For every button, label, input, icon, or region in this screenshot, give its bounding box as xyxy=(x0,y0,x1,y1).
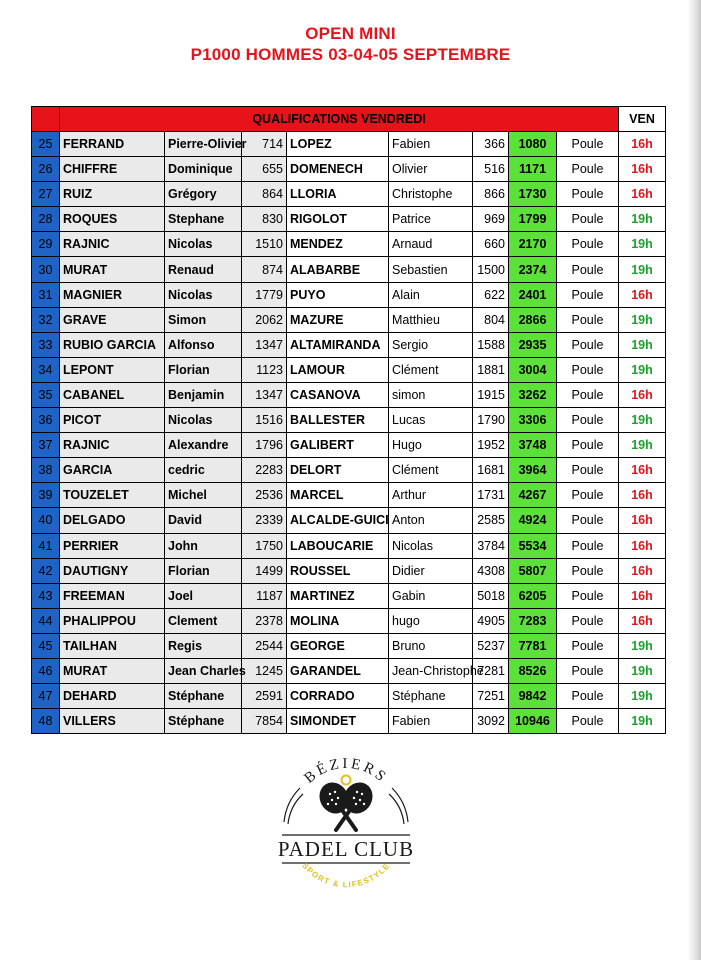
player1-lastname: RUIZ xyxy=(60,182,165,207)
table-row xyxy=(32,232,666,257)
player1-firstname: Simon xyxy=(165,307,242,332)
player1-lastname: GARCIA xyxy=(60,458,165,483)
player1-points: 1516 xyxy=(242,408,287,433)
player1-lastname: DEHARD xyxy=(60,684,165,709)
table-row xyxy=(32,684,666,709)
poule-label: Poule xyxy=(557,483,619,508)
team-total: 2170 xyxy=(509,232,557,257)
match-time: 16h xyxy=(619,458,666,483)
player1-lastname: FREEMAN xyxy=(60,583,165,608)
table-row xyxy=(32,307,666,332)
player1-points: 2283 xyxy=(242,458,287,483)
player1-firstname: cedric xyxy=(165,458,242,483)
poule-label: Poule xyxy=(557,307,619,332)
poule-label: Poule xyxy=(557,508,619,533)
player2-lastname: BALLESTER xyxy=(287,408,389,433)
row-number: 26 xyxy=(32,157,60,182)
row-number: 31 xyxy=(32,282,60,307)
player1-lastname: MAGNIER xyxy=(60,282,165,307)
player1-points: 1347 xyxy=(242,332,287,357)
header-number-cell xyxy=(32,107,60,132)
logo-city-text: BÉZIERS xyxy=(301,755,391,787)
player1-lastname: TAILHAN xyxy=(60,633,165,658)
row-number: 42 xyxy=(32,558,60,583)
player1-lastname: MURAT xyxy=(60,658,165,683)
player1-firstname: David xyxy=(165,508,242,533)
player2-points: 1952 xyxy=(473,433,509,458)
player1-points: 1779 xyxy=(242,282,287,307)
player1-firstname: Nicolas xyxy=(165,282,242,307)
poule-label: Poule xyxy=(557,357,619,382)
row-number: 30 xyxy=(32,257,60,282)
poule-label: Poule xyxy=(557,433,619,458)
row-number: 48 xyxy=(32,709,60,734)
player1-points: 7854 xyxy=(242,709,287,734)
match-time: 16h xyxy=(619,132,666,157)
player1-firstname: Stéphane xyxy=(165,684,242,709)
match-time: 19h xyxy=(619,332,666,357)
match-time: 19h xyxy=(619,207,666,232)
row-number: 35 xyxy=(32,382,60,407)
poule-label: Poule xyxy=(557,282,619,307)
player2-points: 3784 xyxy=(473,533,509,558)
player2-lastname: LLORIA xyxy=(287,182,389,207)
player2-firstname: Sergio xyxy=(389,332,473,357)
player1-lastname: RAJNIC xyxy=(60,232,165,257)
table-row xyxy=(32,332,666,357)
row-number: 36 xyxy=(32,408,60,433)
player2-firstname: Fabien xyxy=(389,132,473,157)
row-number: 28 xyxy=(32,207,60,232)
player2-firstname: Clément xyxy=(389,458,473,483)
row-number: 47 xyxy=(32,684,60,709)
player1-firstname: Benjamin xyxy=(165,382,242,407)
player2-firstname: hugo xyxy=(389,608,473,633)
player2-points: 5237 xyxy=(473,633,509,658)
table-row xyxy=(32,132,666,157)
section-title: QUALIFICATIONS VENDREDI xyxy=(60,107,619,132)
poule-label: Poule xyxy=(557,157,619,182)
player2-lastname: MENDEZ xyxy=(287,232,389,257)
player2-points: 1681 xyxy=(473,458,509,483)
table-row xyxy=(32,483,666,508)
player1-points: 2339 xyxy=(242,508,287,533)
player2-firstname: Alain xyxy=(389,282,473,307)
player1-firstname: Florian xyxy=(165,357,242,382)
player1-firstname: Renaud xyxy=(165,257,242,282)
player2-points: 516 xyxy=(473,157,509,182)
player2-firstname: Clément xyxy=(389,357,473,382)
player1-lastname: TOUZELET xyxy=(60,483,165,508)
team-total: 2935 xyxy=(509,332,557,357)
team-total: 3262 xyxy=(509,382,557,407)
player1-lastname: PERRIER xyxy=(60,533,165,558)
player2-points: 7251 xyxy=(473,684,509,709)
player1-firstname: Regis xyxy=(165,633,242,658)
row-number: 44 xyxy=(32,608,60,633)
match-time: 19h xyxy=(619,232,666,257)
player1-lastname: CHIFFRE xyxy=(60,157,165,182)
team-total: 3748 xyxy=(509,433,557,458)
team-total: 3306 xyxy=(509,408,557,433)
player2-lastname: DOMENECH xyxy=(287,157,389,182)
logo-main-text: PADEL CLUB xyxy=(277,837,415,861)
player2-firstname: Gabin xyxy=(389,583,473,608)
player1-points: 1510 xyxy=(242,232,287,257)
player2-lastname: LAMOUR xyxy=(287,357,389,382)
match-time: 19h xyxy=(619,433,666,458)
player2-firstname: Patrice xyxy=(389,207,473,232)
poule-label: Poule xyxy=(557,132,619,157)
match-time: 16h xyxy=(619,483,666,508)
table-row xyxy=(32,658,666,683)
table-row xyxy=(32,408,666,433)
team-total: 6205 xyxy=(509,583,557,608)
player1-lastname: VILLERS xyxy=(60,709,165,734)
player1-points: 830 xyxy=(242,207,287,232)
page-edge-shadow xyxy=(687,0,701,960)
row-number: 33 xyxy=(32,332,60,357)
player2-lastname: ALABARBE xyxy=(287,257,389,282)
team-total: 2866 xyxy=(509,307,557,332)
player1-firstname: Stephane xyxy=(165,207,242,232)
player2-points: 1731 xyxy=(473,483,509,508)
table-row xyxy=(32,633,666,658)
row-number: 38 xyxy=(32,458,60,483)
player2-points: 622 xyxy=(473,282,509,307)
table-row xyxy=(32,508,666,533)
player2-firstname: Matthieu xyxy=(389,307,473,332)
player2-points: 1790 xyxy=(473,408,509,433)
player2-lastname: LOPEZ xyxy=(287,132,389,157)
player2-lastname: ALTAMIRANDA xyxy=(287,332,389,357)
team-total: 4924 xyxy=(509,508,557,533)
poule-label: Poule xyxy=(557,257,619,282)
player1-firstname: Nicolas xyxy=(165,408,242,433)
table-row xyxy=(32,157,666,182)
poule-label: Poule xyxy=(557,583,619,608)
player2-lastname: GARANDEL xyxy=(287,658,389,683)
player1-lastname: FERRAND xyxy=(60,132,165,157)
match-time: 19h xyxy=(619,257,666,282)
player1-points: 2591 xyxy=(242,684,287,709)
qualification-table xyxy=(31,106,666,734)
player2-points: 366 xyxy=(473,132,509,157)
ball-icon xyxy=(342,776,351,785)
player1-firstname: Michel xyxy=(165,483,242,508)
player1-firstname: Joel xyxy=(165,583,242,608)
player1-firstname: Pierre-Olivier xyxy=(165,132,242,157)
poule-label: Poule xyxy=(557,709,619,734)
player2-lastname: CASANOVA xyxy=(287,382,389,407)
player1-points: 1245 xyxy=(242,658,287,683)
player2-lastname: RIGOLOT xyxy=(287,207,389,232)
player1-firstname: Stéphane xyxy=(165,709,242,734)
player1-lastname: LEPONT xyxy=(60,357,165,382)
row-number: 46 xyxy=(32,658,60,683)
team-total: 4267 xyxy=(509,483,557,508)
player2-points: 969 xyxy=(473,207,509,232)
team-total: 5807 xyxy=(509,558,557,583)
row-number: 40 xyxy=(32,508,60,533)
player1-firstname: Alfonso xyxy=(165,332,242,357)
poule-label: Poule xyxy=(557,207,619,232)
match-time: 16h xyxy=(619,608,666,633)
player2-points: 4905 xyxy=(473,608,509,633)
player1-lastname: RUBIO GARCIA xyxy=(60,332,165,357)
poule-label: Poule xyxy=(557,558,619,583)
row-number: 27 xyxy=(32,182,60,207)
player1-firstname: Dominique xyxy=(165,157,242,182)
player2-points: 1500 xyxy=(473,257,509,282)
table-row xyxy=(32,558,666,583)
player2-firstname: Stéphane xyxy=(389,684,473,709)
player2-points: 660 xyxy=(473,232,509,257)
logo-tagline-text: SPORT & LIFESTYLE xyxy=(300,861,392,890)
table-row xyxy=(32,257,666,282)
player1-lastname: CABANEL xyxy=(60,382,165,407)
player2-lastname: MOLINA xyxy=(287,608,389,633)
player2-lastname: LABOUCARIE xyxy=(287,533,389,558)
day-header: VEN xyxy=(619,107,666,132)
player2-lastname: MARTINEZ xyxy=(287,583,389,608)
player2-lastname: SIMONDET xyxy=(287,709,389,734)
player2-points: 1588 xyxy=(473,332,509,357)
team-total: 1080 xyxy=(509,132,557,157)
table-row xyxy=(32,608,666,633)
team-total: 1730 xyxy=(509,182,557,207)
row-number: 39 xyxy=(32,483,60,508)
player1-lastname: GRAVE xyxy=(60,307,165,332)
team-total: 1171 xyxy=(509,157,557,182)
player1-lastname: PHALIPPOU xyxy=(60,608,165,633)
table-header-row xyxy=(32,107,666,132)
player2-points: 1915 xyxy=(473,382,509,407)
player2-firstname: Jean-Christophe xyxy=(389,658,473,683)
team-total: 3004 xyxy=(509,357,557,382)
player1-points: 1796 xyxy=(242,433,287,458)
player1-points: 2536 xyxy=(242,483,287,508)
team-total: 8526 xyxy=(509,658,557,683)
event-title: OPEN MINI xyxy=(305,24,396,43)
player2-points: 2585 xyxy=(473,508,509,533)
player2-lastname: GEORGE xyxy=(287,633,389,658)
match-time: 16h xyxy=(619,382,666,407)
team-total: 2401 xyxy=(509,282,557,307)
player1-points: 1499 xyxy=(242,558,287,583)
match-time: 19h xyxy=(619,357,666,382)
poule-label: Poule xyxy=(557,658,619,683)
player1-lastname: PICOT xyxy=(60,408,165,433)
table-row xyxy=(32,533,666,558)
player1-points: 1123 xyxy=(242,357,287,382)
player2-lastname: CORRADO xyxy=(287,684,389,709)
poule-label: Poule xyxy=(557,182,619,207)
player2-points: 1881 xyxy=(473,357,509,382)
player2-lastname: MARCEL xyxy=(287,483,389,508)
match-time: 16h xyxy=(619,558,666,583)
player2-points: 4308 xyxy=(473,558,509,583)
player1-points: 714 xyxy=(242,132,287,157)
team-total: 3964 xyxy=(509,458,557,483)
team-total: 5534 xyxy=(509,533,557,558)
player1-points: 1750 xyxy=(242,533,287,558)
player2-firstname: simon xyxy=(389,382,473,407)
match-time: 19h xyxy=(619,633,666,658)
team-total: 9842 xyxy=(509,684,557,709)
player2-firstname: Nicolas xyxy=(389,533,473,558)
match-time: 19h xyxy=(619,684,666,709)
player2-firstname: Lucas xyxy=(389,408,473,433)
match-time: 16h xyxy=(619,533,666,558)
match-time: 16h xyxy=(619,508,666,533)
poule-label: Poule xyxy=(557,633,619,658)
player2-firstname: Arthur xyxy=(389,483,473,508)
row-number: 43 xyxy=(32,583,60,608)
poule-label: Poule xyxy=(557,382,619,407)
team-total: 10946 xyxy=(509,709,557,734)
player1-firstname: John xyxy=(165,533,242,558)
player2-lastname: PUYO xyxy=(287,282,389,307)
player2-lastname: DELORT xyxy=(287,458,389,483)
row-number: 32 xyxy=(32,307,60,332)
table-row xyxy=(32,458,666,483)
poule-label: Poule xyxy=(557,332,619,357)
player2-lastname: ROUSSEL xyxy=(287,558,389,583)
team-total: 7283 xyxy=(509,608,557,633)
table-row xyxy=(32,182,666,207)
poule-label: Poule xyxy=(557,458,619,483)
match-time: 16h xyxy=(619,583,666,608)
poule-label: Poule xyxy=(557,533,619,558)
player1-firstname: Florian xyxy=(165,558,242,583)
player1-lastname: DAUTIGNY xyxy=(60,558,165,583)
player1-firstname: Alexandre xyxy=(165,433,242,458)
player2-points: 866 xyxy=(473,182,509,207)
match-time: 16h xyxy=(619,182,666,207)
player2-firstname: Anton xyxy=(389,508,473,533)
match-time: 19h xyxy=(619,408,666,433)
player2-lastname: ALCALDE-GUICI xyxy=(287,508,389,533)
team-total: 1799 xyxy=(509,207,557,232)
player2-firstname: Christophe xyxy=(389,182,473,207)
row-number: 41 xyxy=(32,533,60,558)
poule-label: Poule xyxy=(557,408,619,433)
table-row xyxy=(32,709,666,734)
player1-points: 2062 xyxy=(242,307,287,332)
table-row xyxy=(32,357,666,382)
table-row xyxy=(32,583,666,608)
table-row xyxy=(32,433,666,458)
player2-firstname: Bruno xyxy=(389,633,473,658)
club-logo xyxy=(276,752,416,892)
player1-firstname: Jean Charles xyxy=(165,658,242,683)
player2-firstname: Hugo xyxy=(389,433,473,458)
player2-points: 3092 xyxy=(473,709,509,734)
player1-points: 1187 xyxy=(242,583,287,608)
player2-firstname: Arnaud xyxy=(389,232,473,257)
player1-lastname: DELGADO xyxy=(60,508,165,533)
match-time: 19h xyxy=(619,709,666,734)
team-total: 7781 xyxy=(509,633,557,658)
player2-points: 5018 xyxy=(473,583,509,608)
match-time: 16h xyxy=(619,282,666,307)
team-total: 2374 xyxy=(509,257,557,282)
row-number: 29 xyxy=(32,232,60,257)
player1-points: 1347 xyxy=(242,382,287,407)
player2-points: 7281 xyxy=(473,658,509,683)
poule-label: Poule xyxy=(557,608,619,633)
table-row xyxy=(32,207,666,232)
player2-points: 804 xyxy=(473,307,509,332)
player1-firstname: Grégory xyxy=(165,182,242,207)
player1-points: 864 xyxy=(242,182,287,207)
event-subtitle: P1000 HOMMES 03-04-05 SEPTEMBRE xyxy=(190,45,511,64)
player2-firstname: Sebastien xyxy=(389,257,473,282)
player1-points: 655 xyxy=(242,157,287,182)
player1-points: 2378 xyxy=(242,608,287,633)
poule-label: Poule xyxy=(557,232,619,257)
player1-lastname: ROQUES xyxy=(60,207,165,232)
match-time: 16h xyxy=(619,157,666,182)
match-time: 19h xyxy=(619,658,666,683)
player2-firstname: Didier xyxy=(389,558,473,583)
player2-firstname: Olivier xyxy=(389,157,473,182)
player1-lastname: MURAT xyxy=(60,257,165,282)
row-number: 37 xyxy=(32,433,60,458)
row-number: 34 xyxy=(32,357,60,382)
player1-points: 874 xyxy=(242,257,287,282)
row-number: 25 xyxy=(32,132,60,157)
player1-points: 2544 xyxy=(242,633,287,658)
player1-lastname: RAJNIC xyxy=(60,433,165,458)
poule-label: Poule xyxy=(557,684,619,709)
player1-firstname: Nicolas xyxy=(165,232,242,257)
player2-lastname: GALIBERT xyxy=(287,433,389,458)
player2-lastname: MAZURE xyxy=(287,307,389,332)
match-time: 19h xyxy=(619,307,666,332)
player2-firstname: Fabien xyxy=(389,709,473,734)
row-number: 45 xyxy=(32,633,60,658)
table-row xyxy=(32,382,666,407)
table-row xyxy=(32,282,666,307)
player1-firstname: Clement xyxy=(165,608,242,633)
